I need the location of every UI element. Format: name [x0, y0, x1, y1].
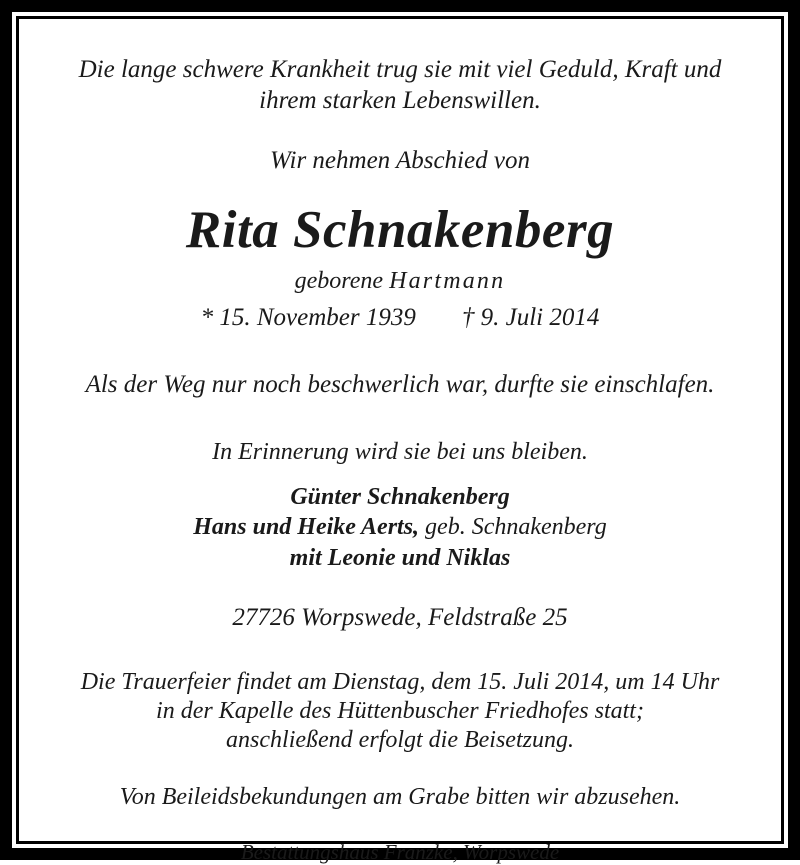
survivors-list: [47, 482, 753, 573]
address: 27726 Worpswede, Feldstraße 25: [232, 604, 568, 632]
deceased-name: Rita Schnakenberg: [185, 200, 615, 259]
birth-date: * 15. November 1939: [200, 304, 416, 332]
maiden-surname: Hartmann: [389, 268, 506, 295]
farewell-text: Wir nehmen Abschied von: [270, 147, 530, 174]
maiden-name-prefix: geborene: [294, 268, 384, 295]
maiden-name: [47, 267, 753, 296]
obituary-frame-gap: [12, 12, 788, 864]
passage-one: Als der Weg nur noch beschwerlich war, durfte sie einschlafen.: [85, 370, 715, 398]
service-line-3: anschließend erfolgt die Beisetzung.: [226, 727, 574, 754]
life-dates: [47, 303, 753, 334]
intro-line-2: ihrem starken Lebenswillen.: [259, 86, 541, 114]
survivor-name: mit Leonie und Niklas: [289, 544, 511, 571]
service-details: [47, 668, 753, 756]
intro-line-1: Die lange schwere Krankheit trug sie mit viel Geduld, Kraft und: [78, 56, 722, 83]
obituary-inner-rule: [16, 16, 784, 864]
survivor-line: [47, 543, 753, 573]
service-line-1: Die Trauerfeier findet am Dienstag, dem 15. Juli 2014, um 14 Uhr: [80, 668, 720, 695]
death-date: † 9. Juli 2014: [461, 304, 600, 332]
survivor-line: [47, 482, 753, 512]
funeral-home-credit: Bestattungshaus Franzke, Worpswede: [240, 839, 560, 864]
survivor-name: Günter Schnakenberg: [290, 483, 510, 510]
intro-verse: [61, 55, 739, 116]
passage-two: In Erinnerung wird sie bei uns bleiben.: [212, 439, 588, 466]
survivor-line: [47, 512, 753, 542]
obituary-notice: [19, 19, 781, 864]
survivor-name: Hans und Heike Aerts,: [193, 514, 420, 541]
condolence-request: Von Beileidsbekundungen am Grabe bitten wir abzusehen.: [119, 784, 681, 811]
service-line-2: in der Kapelle des Hüttenbuscher Friedhofes statt;: [156, 697, 644, 724]
survivor-note: geb. Schnakenberg: [419, 514, 607, 541]
